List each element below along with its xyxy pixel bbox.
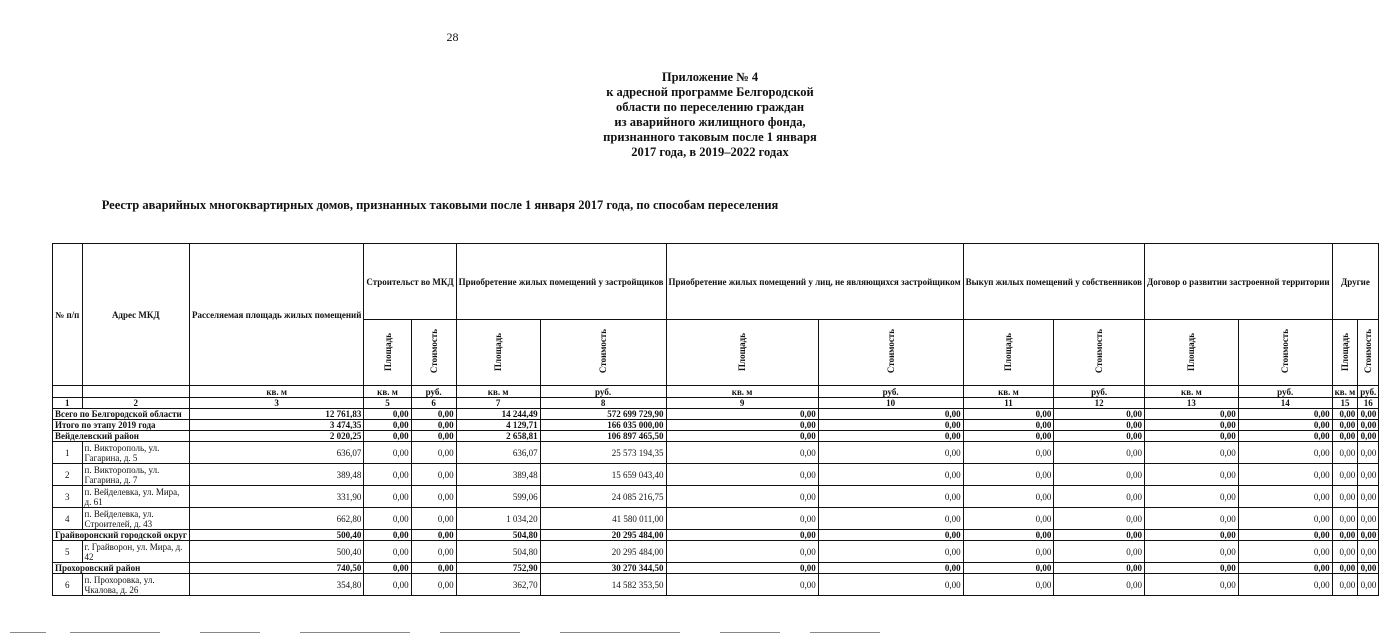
appendix-heading: [560, 70, 860, 160]
value-cell: 0,00: [1358, 464, 1379, 486]
value-cell: 2 020,25: [189, 431, 363, 442]
value-cell: 0,00: [818, 486, 963, 508]
value-cell: 0,00: [818, 442, 963, 464]
address-cell: г. Грайворон, ул. Мира, д. 42: [82, 541, 189, 563]
column-number: 3: [189, 398, 363, 409]
value-cell: 0,00: [1358, 486, 1379, 508]
page-number: 28: [446, 30, 459, 44]
subheader-label: Площадь: [1003, 332, 1014, 371]
value-cell: 0,00: [1145, 431, 1239, 442]
value-cell: 0,00: [1145, 464, 1239, 486]
value-cell: 0,00: [1332, 508, 1358, 530]
unit-cell: кв. м: [189, 386, 363, 398]
value-cell: 389,48: [456, 464, 540, 486]
value-cell: 1 034,20: [456, 508, 540, 530]
subheader-cost: [818, 320, 963, 386]
value-cell: 362,70: [456, 574, 540, 596]
value-cell: 30 270 344,50: [540, 563, 666, 574]
value-cell: 0,00: [666, 420, 818, 431]
units-cell: [82, 386, 189, 398]
value-cell: 0,00: [963, 442, 1054, 464]
value-cell: 0,00: [1358, 508, 1379, 530]
value-cell: 0,00: [666, 442, 818, 464]
header-num: № п/п: [53, 244, 83, 386]
value-cell: 0,00: [411, 574, 456, 596]
register-table: [52, 243, 1379, 596]
value-cell: 0,00: [1054, 486, 1145, 508]
subheader-area: [963, 320, 1054, 386]
value-cell: 0,00: [666, 409, 818, 420]
value-cell: 0,00: [818, 431, 963, 442]
value-cell: 106 897 465,50: [540, 431, 666, 442]
table-row: [53, 508, 1379, 530]
value-cell: 0,00: [1332, 464, 1358, 486]
unit-cell: руб.: [1358, 386, 1379, 398]
header-group-buyout: Выкуп жилых помещений у собственников: [963, 244, 1144, 320]
value-cell: 0,00: [1054, 431, 1145, 442]
row-number: 2: [53, 464, 83, 486]
column-numbers-row: [53, 398, 1379, 409]
units-row: [53, 386, 1379, 398]
header-area: Расселяемая площадь жилых помещений: [189, 244, 363, 386]
column-number: 9: [666, 398, 818, 409]
value-cell: 0,00: [1054, 563, 1145, 574]
value-cell: 0,00: [1145, 486, 1239, 508]
value-cell: 0,00: [818, 563, 963, 574]
appendix-line: из аварийного жилищного фонда,: [614, 115, 806, 129]
value-cell: 0,00: [364, 409, 411, 420]
register-title: Реестр аварийных многоквартирных домов, признанных таковыми после 1 января 2017 года, по способам переселения: [101, 198, 779, 212]
unit-cell: руб.: [1238, 386, 1332, 398]
value-cell: 3 474,35: [189, 420, 363, 431]
value-cell: 0,00: [411, 464, 456, 486]
unit-cell: руб.: [540, 386, 666, 398]
value-cell: 0,00: [1358, 563, 1379, 574]
table-row: [53, 464, 1379, 486]
unit-cell: кв. м: [1145, 386, 1239, 398]
value-cell: 0,00: [1358, 574, 1379, 596]
value-cell: 0,00: [1332, 486, 1358, 508]
value-cell: 0,00: [411, 563, 456, 574]
header-address: Адрес МКД: [82, 244, 189, 386]
value-cell: 662,80: [189, 508, 363, 530]
unit-cell: кв. м: [1332, 386, 1358, 398]
value-cell: 354,80: [189, 574, 363, 596]
subheader-area: [666, 320, 818, 386]
bottom-rule: [0, 632, 905, 634]
subheader-label: Площадь: [493, 332, 504, 371]
unit-cell: руб.: [1054, 386, 1145, 398]
header-group-construction: Строительст во МКД: [364, 244, 456, 320]
row-number: 6: [53, 574, 83, 596]
value-cell: 0,00: [818, 508, 963, 530]
summary-row: [53, 431, 1379, 442]
table-row: [53, 574, 1379, 596]
value-cell: 636,07: [189, 442, 363, 464]
value-cell: 0,00: [1145, 530, 1239, 541]
address-cell: п. Вейделевка, ул. Мира, д. 61: [82, 486, 189, 508]
summary-row: [53, 409, 1379, 420]
value-cell: 4 129,71: [456, 420, 540, 431]
subheader-label: Площадь: [1339, 332, 1350, 371]
column-number: 2: [82, 398, 189, 409]
subheader-area: [1145, 320, 1239, 386]
value-cell: 0,00: [1238, 508, 1332, 530]
column-number: 10: [818, 398, 963, 409]
value-cell: 0,00: [818, 420, 963, 431]
value-cell: 0,00: [1238, 431, 1332, 442]
value-cell: 0,00: [666, 486, 818, 508]
value-cell: 0,00: [1054, 464, 1145, 486]
value-cell: 0,00: [1332, 541, 1358, 563]
value-cell: 14 582 353,50: [540, 574, 666, 596]
value-cell: 0,00: [1332, 530, 1358, 541]
summary-row: [53, 530, 1379, 541]
value-cell: 0,00: [1054, 409, 1145, 420]
value-cell: 0,00: [963, 420, 1054, 431]
value-cell: 0,00: [1358, 442, 1379, 464]
value-cell: 12 761,83: [189, 409, 363, 420]
value-cell: 0,00: [411, 442, 456, 464]
value-cell: 740,50: [189, 563, 363, 574]
value-cell: 25 573 194,35: [540, 442, 666, 464]
value-cell: 20 295 484,00: [540, 541, 666, 563]
column-number: 16: [1358, 398, 1379, 409]
units-cell: [53, 386, 83, 398]
value-cell: 0,00: [364, 530, 411, 541]
row-number: 1: [53, 442, 83, 464]
value-cell: 0,00: [963, 574, 1054, 596]
appendix-line: Приложение № 4: [661, 70, 759, 84]
value-cell: 0,00: [411, 530, 456, 541]
value-cell: 0,00: [1332, 420, 1358, 431]
value-cell: 0,00: [666, 464, 818, 486]
subheader-label: Стоимость: [1363, 329, 1374, 374]
value-cell: 0,00: [1054, 530, 1145, 541]
value-cell: 0,00: [963, 508, 1054, 530]
value-cell: 389,48: [189, 464, 363, 486]
header-group-development-agreement: Договор о развитии застроенной территории: [1145, 244, 1333, 320]
table-row: [53, 442, 1379, 464]
value-cell: 0,00: [818, 574, 963, 596]
column-number: 15: [1332, 398, 1358, 409]
value-cell: 0,00: [364, 508, 411, 530]
value-cell: 0,00: [1054, 420, 1145, 431]
summary-label: Грайворонский городской округ: [53, 530, 190, 541]
summary-row: [53, 563, 1379, 574]
value-cell: 166 035 000,00: [540, 420, 666, 431]
subheader-cost: [1054, 320, 1145, 386]
value-cell: 0,00: [1054, 574, 1145, 596]
table-row: [53, 486, 1379, 508]
value-cell: 0,00: [1358, 409, 1379, 420]
appendix-line: признанного таковым после 1 января: [603, 130, 817, 144]
value-cell: 0,00: [666, 563, 818, 574]
value-cell: 0,00: [411, 409, 456, 420]
row-number: 3: [53, 486, 83, 508]
header-group-other: Другие: [1332, 244, 1379, 320]
value-cell: 14 244,49: [456, 409, 540, 420]
value-cell: 0,00: [1145, 508, 1239, 530]
address-cell: п. Викторополь, ул. Гагарина, д. 7: [82, 464, 189, 486]
value-cell: 0,00: [364, 486, 411, 508]
value-cell: 0,00: [963, 541, 1054, 563]
header-group-developers: Приобретение жилых помещений у застройщиков: [456, 244, 666, 320]
column-number: 11: [963, 398, 1054, 409]
value-cell: 0,00: [1358, 541, 1379, 563]
subheader-label: Стоимость: [1280, 329, 1291, 374]
value-cell: 0,00: [1358, 530, 1379, 541]
row-number: 5: [53, 541, 83, 563]
appendix-line: к адресной программе Белгородской: [606, 85, 814, 99]
column-number: 14: [1238, 398, 1332, 409]
address-cell: п. Прохоровка, ул. Чкалова, д. 26: [82, 574, 189, 596]
subheader-label: Площадь: [382, 332, 393, 371]
column-number: 7: [456, 398, 540, 409]
value-cell: 0,00: [666, 530, 818, 541]
value-cell: 2 658,81: [456, 431, 540, 442]
summary-row: [53, 420, 1379, 431]
value-cell: 0,00: [1054, 442, 1145, 464]
value-cell: 0,00: [1332, 431, 1358, 442]
value-cell: 24 085 216,75: [540, 486, 666, 508]
value-cell: 0,00: [411, 541, 456, 563]
subheader-cost: [540, 320, 666, 386]
value-cell: 0,00: [1145, 442, 1239, 464]
value-cell: 331,90: [189, 486, 363, 508]
value-cell: 0,00: [1332, 442, 1358, 464]
value-cell: 0,00: [1238, 541, 1332, 563]
value-cell: 0,00: [364, 574, 411, 596]
value-cell: 0,00: [411, 508, 456, 530]
value-cell: 0,00: [1145, 574, 1239, 596]
value-cell: 572 699 729,90: [540, 409, 666, 420]
value-cell: 0,00: [1332, 409, 1358, 420]
value-cell: 0,00: [963, 464, 1054, 486]
subheader-area: [456, 320, 540, 386]
subheader-cost: [411, 320, 456, 386]
table-row: [53, 541, 1379, 563]
value-cell: 0,00: [364, 464, 411, 486]
value-cell: 0,00: [1238, 420, 1332, 431]
value-cell: 0,00: [1054, 508, 1145, 530]
row-number: 4: [53, 508, 83, 530]
value-cell: 0,00: [1238, 574, 1332, 596]
value-cell: 0,00: [364, 442, 411, 464]
address-cell: п. Вейделевка, ул. Строителей, д. 43: [82, 508, 189, 530]
summary-label: Всего по Белгородской области: [53, 409, 190, 420]
subheader-label: Площадь: [737, 332, 748, 371]
value-cell: 0,00: [1145, 420, 1239, 431]
value-cell: 0,00: [1238, 563, 1332, 574]
value-cell: 0,00: [364, 431, 411, 442]
value-cell: 0,00: [666, 541, 818, 563]
value-cell: 0,00: [1145, 409, 1239, 420]
subheader-label: Стоимость: [598, 329, 609, 374]
value-cell: 500,40: [189, 530, 363, 541]
value-cell: 0,00: [666, 574, 818, 596]
unit-cell: кв. м: [364, 386, 411, 398]
summary-label: Вейделевский район: [53, 431, 190, 442]
subheader-label: Площадь: [1186, 332, 1197, 371]
value-cell: 20 295 484,00: [540, 530, 666, 541]
column-number: 8: [540, 398, 666, 409]
value-cell: 500,40: [189, 541, 363, 563]
address-cell: п. Викторополь, ул. Гагарина, д. 5: [82, 442, 189, 464]
subheader-label: Стоимость: [428, 329, 439, 374]
value-cell: 0,00: [963, 431, 1054, 442]
value-cell: 0,00: [666, 431, 818, 442]
value-cell: 0,00: [1054, 541, 1145, 563]
appendix-line: 2017 года, в 2019–2022 годах: [631, 145, 789, 159]
value-cell: 504,80: [456, 541, 540, 563]
summary-label: Итого по этапу 2019 года: [53, 420, 190, 431]
summary-label: Прохоровский район: [53, 563, 190, 574]
unit-cell: кв. м: [456, 386, 540, 398]
value-cell: 0,00: [1358, 420, 1379, 431]
unit-cell: руб.: [411, 386, 456, 398]
value-cell: 752,90: [456, 563, 540, 574]
unit-cell: руб.: [818, 386, 963, 398]
value-cell: 0,00: [1358, 431, 1379, 442]
value-cell: 0,00: [1145, 541, 1239, 563]
value-cell: 504,80: [456, 530, 540, 541]
value-cell: 0,00: [818, 409, 963, 420]
value-cell: 0,00: [1238, 464, 1332, 486]
value-cell: 0,00: [1145, 563, 1239, 574]
subheader-area: [1332, 320, 1358, 386]
appendix-line: области по переселению граждан: [615, 100, 805, 114]
column-number: 13: [1145, 398, 1239, 409]
value-cell: 0,00: [818, 541, 963, 563]
value-cell: 0,00: [963, 563, 1054, 574]
value-cell: 0,00: [364, 420, 411, 431]
value-cell: 0,00: [818, 464, 963, 486]
value-cell: 41 580 011,00: [540, 508, 666, 530]
column-number: 5: [364, 398, 411, 409]
value-cell: 0,00: [666, 508, 818, 530]
value-cell: 0,00: [1238, 530, 1332, 541]
value-cell: 0,00: [1238, 409, 1332, 420]
subheader-cost: [1358, 320, 1379, 386]
value-cell: 15 659 043,40: [540, 464, 666, 486]
unit-cell: кв. м: [963, 386, 1054, 398]
value-cell: 0,00: [364, 563, 411, 574]
column-number: 6: [411, 398, 456, 409]
subheader-label: Стоимость: [885, 329, 896, 374]
unit-cell: кв. м: [666, 386, 818, 398]
subheader-cost: [1238, 320, 1332, 386]
column-number: 12: [1054, 398, 1145, 409]
value-cell: 0,00: [1332, 563, 1358, 574]
value-cell: 599,06: [456, 486, 540, 508]
subheader-area: [364, 320, 411, 386]
value-cell: 0,00: [963, 409, 1054, 420]
value-cell: 0,00: [364, 541, 411, 563]
value-cell: 0,00: [963, 486, 1054, 508]
value-cell: 0,00: [1332, 574, 1358, 596]
value-cell: 0,00: [963, 530, 1054, 541]
value-cell: 0,00: [411, 420, 456, 431]
value-cell: 0,00: [1238, 442, 1332, 464]
value-cell: 0,00: [411, 431, 456, 442]
value-cell: 0,00: [1238, 486, 1332, 508]
column-number: 1: [53, 398, 83, 409]
value-cell: 0,00: [411, 486, 456, 508]
value-cell: 636,07: [456, 442, 540, 464]
subheader-label: Стоимость: [1094, 329, 1105, 374]
value-cell: 0,00: [818, 530, 963, 541]
header-group-non-developers: Приобретение жилых помещений у лиц, не являющихся застройщиком: [666, 244, 963, 320]
